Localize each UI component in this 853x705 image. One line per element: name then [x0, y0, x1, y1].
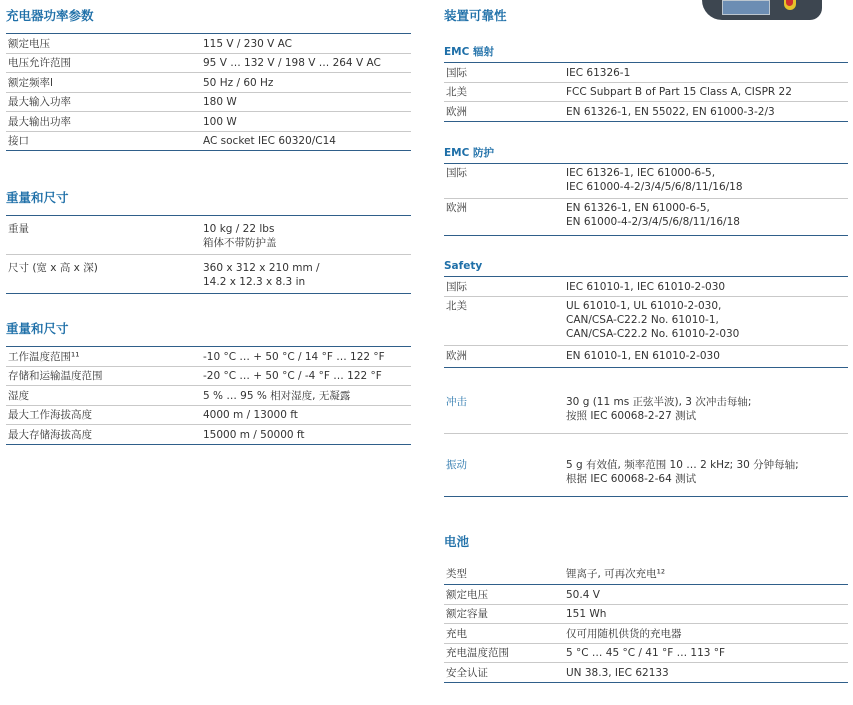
table-row	[6, 255, 411, 293]
emc-emission-table	[444, 62, 848, 122]
battery-section-title: 电池	[444, 534, 470, 549]
shock-label: 冲击	[446, 396, 467, 408]
emc-immunity-table	[444, 163, 848, 236]
table-row	[6, 112, 411, 132]
table-row	[6, 34, 411, 54]
table-row	[444, 663, 848, 682]
row-value: FCC Subpart B of Part 15 Class A, CISPR 22	[566, 86, 792, 98]
row-value: 4000 m / 13000 ft	[203, 409, 298, 421]
row-key: 尺寸 (宽 x 高 x 深)	[8, 262, 98, 274]
row-value: 10 kg / 22 lbs 箱体不带防护盖	[203, 223, 277, 249]
row-value: 5 °C … 45 °C / 41 °F … 113 °F	[566, 647, 726, 659]
row-key: 额定电压	[446, 588, 488, 601]
row-key: 类型	[446, 568, 467, 580]
row-key: 安全认证	[446, 666, 488, 679]
table-row	[6, 73, 411, 93]
row-value: AC socket IEC 60320/C14	[203, 135, 336, 147]
table-row	[6, 367, 411, 387]
row-value: 5 g 有效值, 频率范围 10 … 2 kHz; 30 分钟每轴; 根据 IEC 60068-2-64 测试	[566, 459, 799, 485]
table-row	[6, 386, 411, 406]
row-key: 额定容量	[446, 608, 488, 620]
battery-table	[444, 562, 848, 683]
row-key: 最大输出功率	[8, 115, 71, 128]
table-row	[444, 434, 848, 496]
row-key: 欧洲	[446, 350, 467, 362]
row-value: IEC 61326-1, IEC 61000-6-5, IEC 61000-4-2/3/4/5/6/8/11/16/18	[566, 167, 743, 193]
row-value: -10 °C … + 50 °C / 14 °F … 122 °F	[203, 350, 385, 363]
row-value: -20 °C … + 50 °C / -4 °F … 122 °F	[203, 370, 382, 382]
row-value: 100 W	[203, 115, 237, 128]
table-row	[6, 406, 411, 426]
table-row	[444, 605, 848, 625]
vibration-label: 振动	[446, 459, 467, 471]
row-value: EN 61010-1, EN 61010-2-030	[566, 350, 720, 362]
table-row	[6, 93, 411, 113]
row-value: EN 61326-1, EN 61000-6-5, EN 61000-4-2/3/4/5/6/8/11/16/18	[566, 202, 740, 228]
device-photo	[702, 0, 822, 20]
environment-section-title: 重量和尺寸	[6, 321, 69, 336]
table-row	[444, 624, 848, 644]
table-row	[444, 164, 848, 199]
row-value: 锂离子, 可再次充电¹²	[566, 568, 666, 580]
table-row	[444, 346, 848, 367]
emc-immunity-title: EMC 防护	[444, 147, 494, 159]
row-key: 最大工作海拔高度	[8, 409, 92, 421]
charger-section-title: 充电器功率参数	[6, 8, 94, 23]
row-value: 50 Hz / 60 Hz	[203, 76, 274, 89]
row-key: 国际	[446, 167, 467, 179]
row-key: 国际	[446, 280, 467, 293]
row-value: 仅可用随机供货的充电器	[566, 627, 682, 640]
row-key: 北美	[446, 300, 467, 312]
row-key: 电压允许范围	[8, 57, 71, 69]
row-key: 接口	[8, 135, 29, 147]
row-key: 充电温度范围	[446, 647, 509, 659]
row-key: 国际	[446, 66, 467, 79]
safety-table	[444, 276, 848, 368]
row-value: UN 38.3, IEC 62133	[566, 666, 669, 679]
row-value: IEC 61010-1, IEC 61010-2-030	[566, 280, 726, 293]
row-key: 存储和运输温度范围	[8, 370, 103, 382]
table-row	[6, 347, 411, 367]
row-key: 充电	[446, 627, 467, 640]
row-key: 额定电压	[8, 37, 50, 50]
device-screen	[722, 0, 770, 15]
table-row	[6, 425, 411, 444]
table-row	[444, 371, 848, 434]
row-key: 工作温度范围¹¹	[8, 350, 80, 363]
row-value: 5 % … 95 % 相对湿度, 无凝露	[203, 389, 351, 402]
row-value: UL 61010-1, UL 61010-2-030, CAN/CSA-C22.2 No. 61010-1, CAN/CSA-C22.2 No. 61010-2-030	[566, 300, 740, 340]
row-value: 15000 m / 50000 ft	[203, 428, 305, 441]
row-value: 180 W	[203, 96, 237, 108]
row-value: EN 61326-1, EN 55022, EN 61000-3-2/3	[566, 105, 775, 118]
table-row	[444, 562, 848, 585]
row-key: 额定频率l	[8, 76, 53, 89]
table-row	[6, 54, 411, 74]
row-value: 30 g (11 ms 正弦半波), 3 次冲击每轴; 按照 IEC 60068-2-27 测试	[566, 396, 752, 422]
table-row	[444, 199, 848, 235]
row-key: 湿度	[8, 389, 29, 402]
weight-section-title: 重量和尺寸	[6, 190, 69, 205]
row-key: 重量	[8, 223, 29, 235]
row-value: 50.4 V	[566, 588, 600, 601]
row-value: 95 V … 132 V / 198 V … 264 V AC	[203, 57, 381, 69]
row-value: 151 Wh	[566, 608, 607, 620]
charger-table	[6, 33, 411, 151]
row-key: 最大存储海拔高度	[8, 428, 92, 441]
table-row	[444, 102, 848, 121]
environment-table	[6, 346, 411, 445]
table-row	[444, 297, 848, 347]
row-key: 北美	[446, 86, 467, 98]
safety-title: Safety	[444, 260, 483, 272]
row-key: 最大输入功率	[8, 96, 71, 108]
table-row	[444, 63, 848, 83]
mechanical-table	[444, 371, 848, 497]
emc-emission-title: EMC 辐射	[444, 46, 494, 58]
table-row	[6, 132, 411, 151]
table-row	[444, 277, 848, 297]
table-row	[444, 644, 848, 664]
table-row	[444, 585, 848, 605]
row-value: IEC 61326-1	[566, 66, 631, 79]
weight-table	[6, 215, 411, 294]
row-key: 欧洲	[446, 202, 467, 214]
row-value: 360 x 312 x 210 mm / 14.2 x 12.3 x 8.3 in	[203, 262, 320, 288]
reliability-section-title: 装置可靠性	[444, 8, 507, 23]
row-value: 115 V / 230 V AC	[203, 37, 293, 50]
row-key: 欧洲	[446, 105, 467, 118]
table-row	[6, 216, 411, 255]
table-row	[444, 83, 848, 103]
